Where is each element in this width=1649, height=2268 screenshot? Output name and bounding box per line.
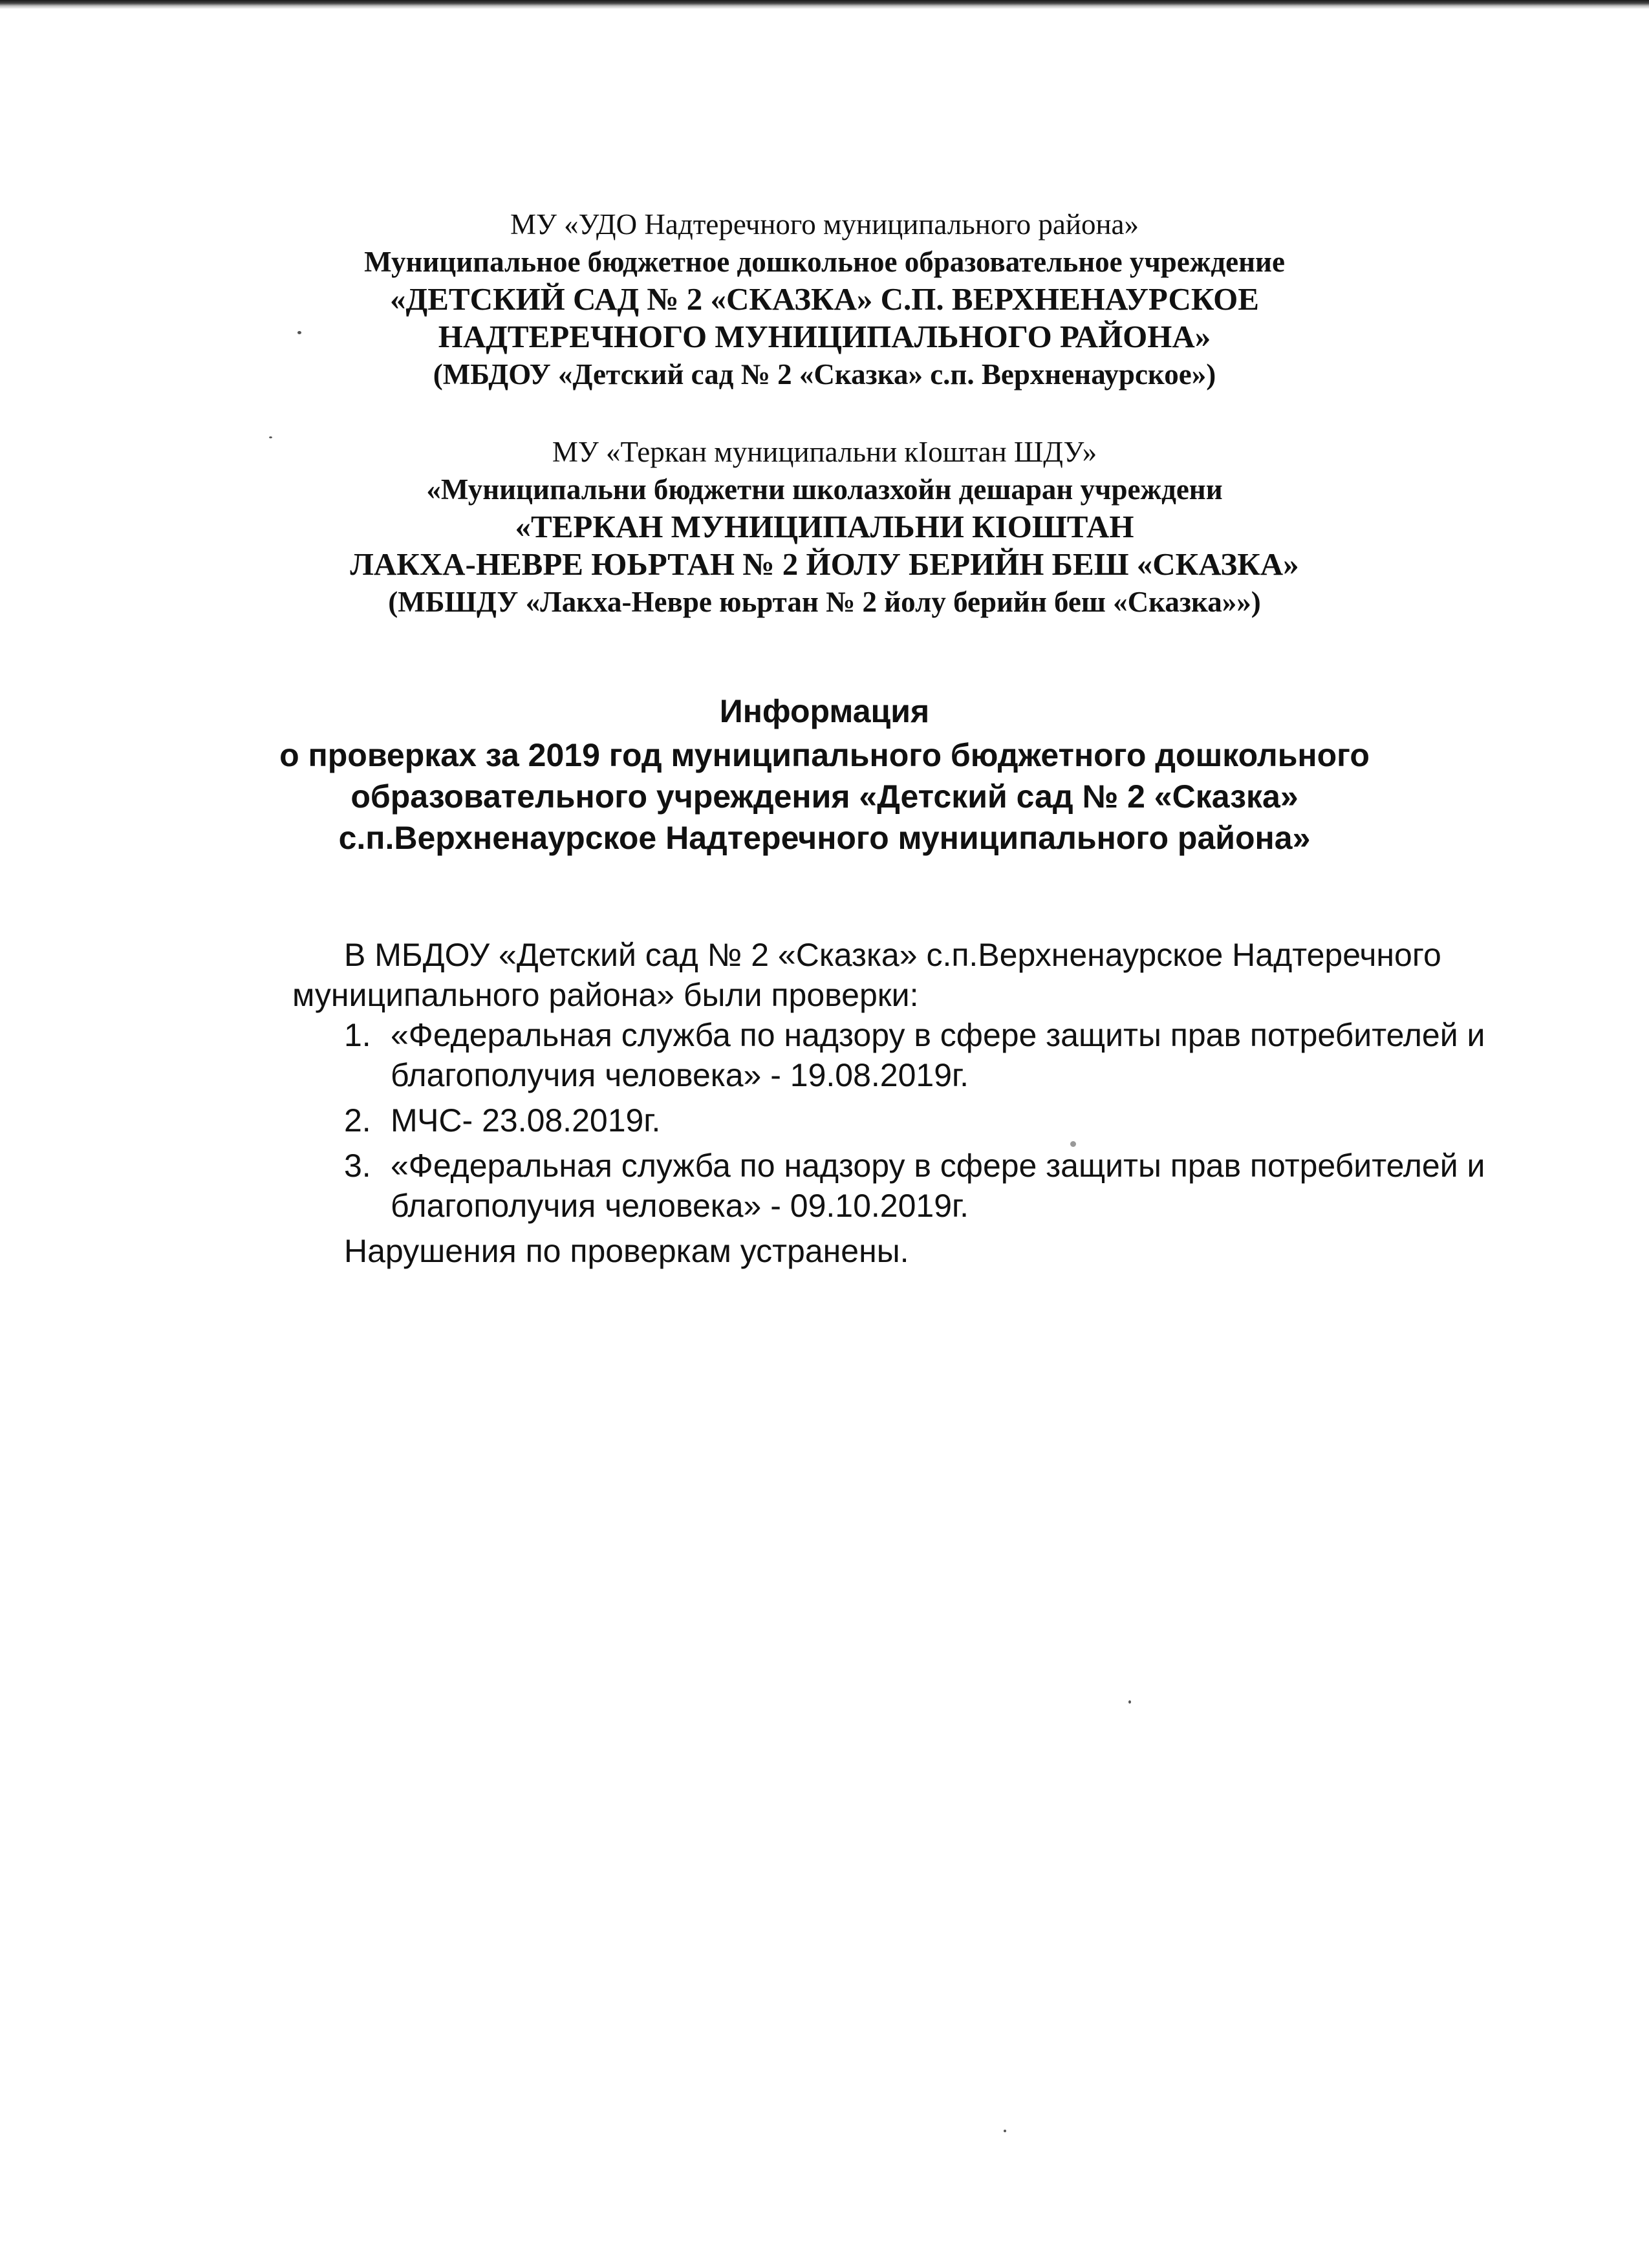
title-line-2: образовательного учреждения «Детский сад № 2 «Сказка» — [350, 778, 1299, 815]
letterhead-gap — [0, 393, 1649, 433]
letterhead-russian — [0, 206, 1649, 393]
scan-speck — [1128, 1700, 1131, 1704]
scan-top-edge — [0, 0, 1649, 9]
parent-org-ce: МУ «Теркан муниципальни кIоштан ШДУ» — [552, 436, 1097, 468]
document-body — [292, 935, 1553, 1271]
title-main: Информация — [719, 693, 930, 729]
scan-speck — [1004, 2130, 1006, 2132]
title-line-3: с.п.Верхненаурское Надтеречного муниципального района» — [338, 820, 1311, 856]
list-item-number: 3. — [344, 1148, 371, 1184]
list-item-number: 1. — [344, 1017, 371, 1053]
inspections-list — [292, 1015, 1553, 1226]
org-name-ru-line2: НАДТЕРЕЧНОГО МУНИЦИПАЛЬНОГО РАЙОНА» — [438, 319, 1211, 354]
document-title — [0, 690, 1649, 859]
org-abbr-ce: (МБШДУ «Лакха-Невре юьртан № 2 йолу берийн беш «Сказка»») — [388, 586, 1261, 618]
letterhead — [0, 206, 1649, 621]
intro-paragraph: В МБДОУ «Детский сад № 2 «Сказка» с.п.Верхненаурское Надтеречного муниципального района» были проверки: — [292, 937, 1441, 1013]
org-name-ce-line2: ЛАКХА-НЕВРЕ ЮЬРТАН № 2 ЙОЛУ БЕРИЙН БЕШ «СКАЗКА» — [350, 546, 1299, 582]
list-item-text: «Федеральная служба по надзору в сфере защиты прав потребителей и благополучия человека» - 19.08.2019г. — [391, 1017, 1485, 1093]
org-type-ru: Муниципальное бюджетное дошкольное образовательное учреждение — [364, 246, 1285, 278]
list-item — [292, 1015, 1553, 1095]
org-type-ce: «Муниципальни бюджетни школазхойн дешаран учреждени — [426, 473, 1223, 506]
list-item-text: «Федеральная служба по надзору в сфере защиты прав потребителей и благополучия человека» - 09.10.2019г. — [391, 1148, 1485, 1224]
org-name-ru-line1: «ДЕТСКИЙ САД № 2 «СКАЗКА» С.П. ВЕРХНЕНАУРСКОЕ — [390, 281, 1259, 317]
parent-org-ru: МУ «УДО Надтеречного муниципального района» — [510, 208, 1139, 241]
title-line-1: о проверках за 2019 год муниципального бюджетного дошкольного — [279, 737, 1370, 773]
list-item-number: 2. — [344, 1102, 371, 1139]
list-item — [292, 1100, 1553, 1140]
list-item-text: МЧС- 23.08.2019г. — [391, 1102, 661, 1139]
conclusion: Нарушения по проверкам устранены. — [344, 1233, 909, 1269]
org-name-ce-line1: «ТЕРКАН МУНИЦИПАЛЬНИ КIОШТАН — [515, 509, 1134, 544]
org-abbr-ru: (МБДОУ «Детский сад № 2 «Сказка» с.п. Верхненаурское») — [433, 358, 1216, 390]
list-item — [292, 1146, 1553, 1226]
letterhead-chechen — [0, 433, 1649, 621]
